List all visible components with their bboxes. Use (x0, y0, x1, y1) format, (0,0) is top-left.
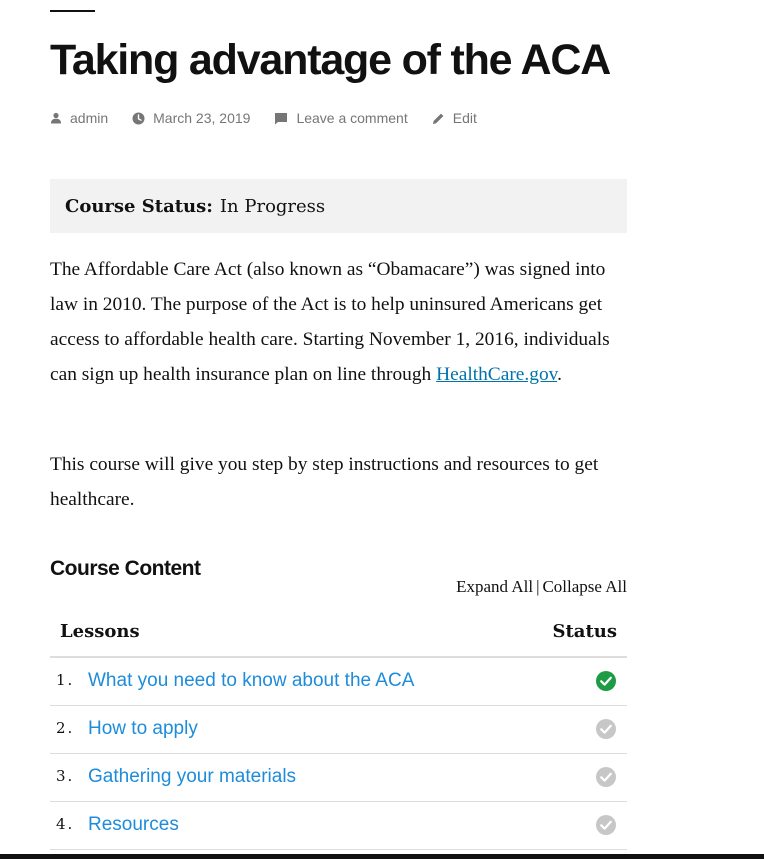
expand-all-button[interactable]: Expand All (456, 577, 534, 596)
status-column-header: Status (552, 621, 617, 642)
course-status-label: Course Status: (65, 195, 213, 217)
meta-edit (432, 110, 477, 126)
clock-icon (132, 112, 145, 125)
lesson-link[interactable]: Gathering your materials (88, 766, 297, 787)
lesson-link[interactable]: Resources (88, 814, 179, 835)
meta-comment (274, 110, 407, 126)
intro-paragraph (50, 252, 635, 392)
pencil-icon (432, 112, 445, 125)
lesson-number: 1. (56, 671, 75, 689)
title-separator-rule (50, 10, 95, 12)
lessons-column-header: Lessons (60, 621, 140, 642)
lesson-link[interactable]: How to apply (88, 718, 198, 739)
collapse-all-button[interactable]: Collapse All (542, 577, 627, 596)
author-link[interactable]: admin (70, 110, 109, 126)
date-link[interactable]: March 23, 2019 (153, 110, 251, 126)
expand-collapse-controls (456, 577, 627, 597)
intro-end: . (557, 364, 562, 385)
lesson-list (50, 658, 627, 850)
meta-date (132, 110, 250, 126)
lessons-table-header (50, 608, 627, 658)
expand-separator: | (536, 577, 540, 596)
intro-text: The Affordable Care Act (also known as “Obamacare”) was signed into law in 2010. The purpose of the Act is to help uninsured Americans get access to affordable health care. Starting November 1, 2016, individuals can sign up health insurance plan on line through (50, 259, 610, 385)
course-status-box (50, 179, 627, 233)
lesson-number: 4. (56, 815, 75, 833)
lesson-link[interactable]: What you need to know about the ACA (88, 670, 415, 691)
lesson-row (50, 706, 627, 754)
course-description: This course will give you step by step instructions and resources to get healthcare. (50, 454, 599, 510)
lesson-number: 2. (56, 719, 75, 737)
gray-check-circle-icon (596, 767, 616, 787)
course-status-value: In Progress (219, 195, 326, 217)
meta-author (50, 110, 108, 126)
bottom-border-bar (0, 854, 764, 859)
gray-check-circle-icon (596, 719, 616, 739)
check-circle-icon (596, 671, 616, 691)
lesson-row (50, 658, 627, 706)
comment-icon (274, 112, 288, 125)
leave-comment-link[interactable]: Leave a comment (296, 110, 408, 126)
healthcare-gov-link[interactable]: HealthCare.gov (436, 364, 558, 385)
lesson-number: 3. (56, 767, 75, 785)
edit-link[interactable]: Edit (452, 110, 477, 126)
lesson-row (50, 754, 627, 802)
lesson-row (50, 802, 627, 850)
post-meta (50, 108, 501, 128)
person-icon (50, 112, 62, 124)
page-title: Taking advantage of the ACA (50, 36, 611, 84)
gray-check-circle-icon (596, 815, 616, 835)
course-content-heading: Course Content (50, 557, 201, 580)
